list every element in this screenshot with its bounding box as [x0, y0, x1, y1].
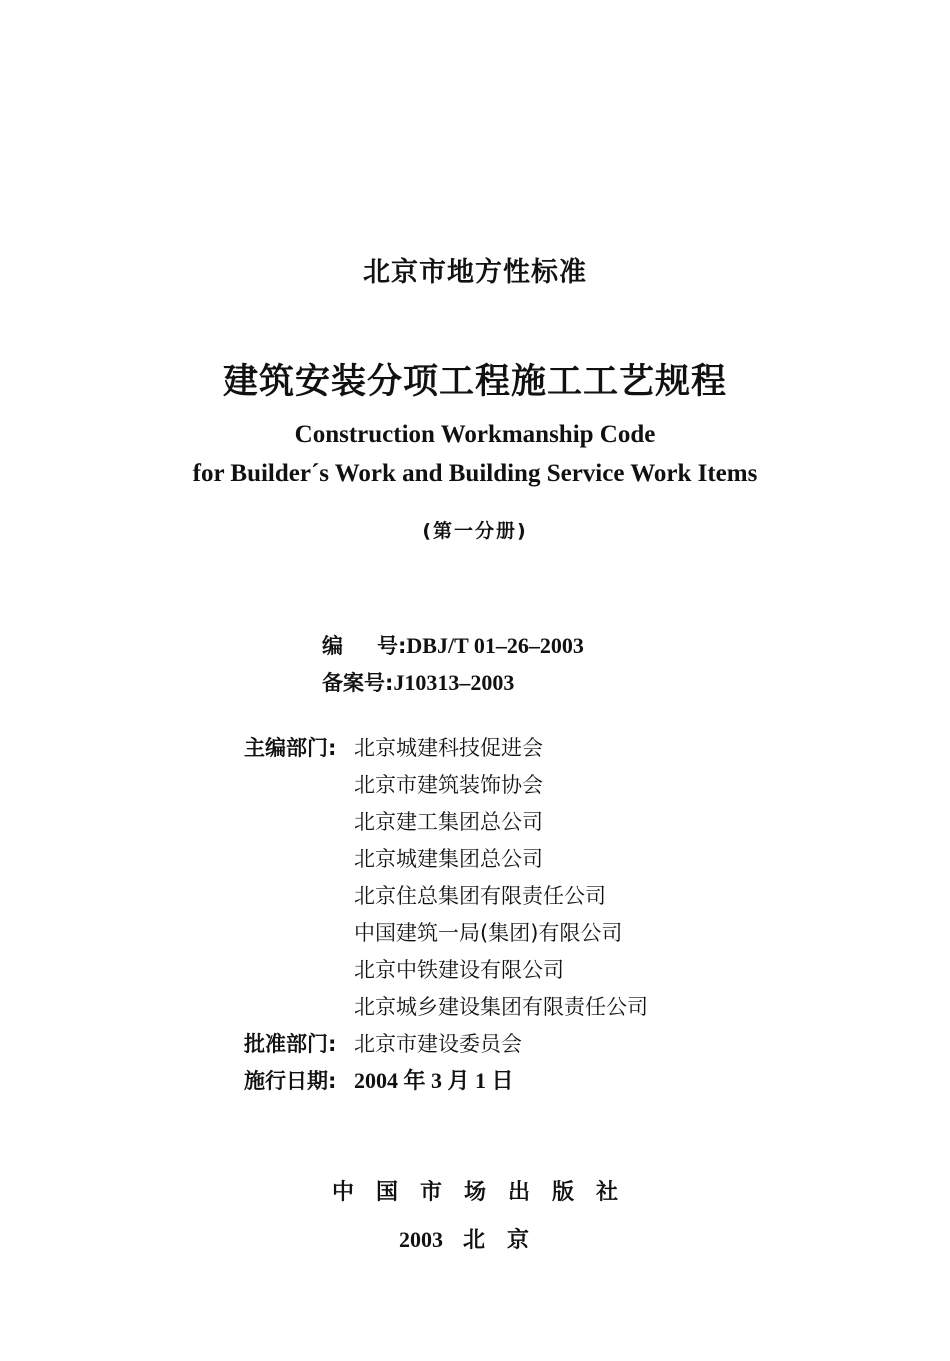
- publisher-name: 中国市场出版社: [331, 1180, 640, 1205]
- editors-label-text: 主编部门: [244, 736, 328, 760]
- editor-row: [244, 956, 648, 993]
- editor-name: 北京城建集团总公司: [354, 847, 543, 871]
- editor-name: 北京城乡建设集团有限责任公司: [354, 995, 648, 1019]
- editor-name: 北京建工集团总公司: [354, 810, 543, 834]
- publication-info: [0, 1223, 950, 1254]
- effective-date-separator: :: [328, 1069, 337, 1093]
- approver-label-text: 批准部门: [244, 1032, 328, 1056]
- editor-row: [244, 882, 648, 919]
- editor-row: [244, 993, 648, 1030]
- effective-date-label: [244, 1067, 354, 1095]
- editor-name: 北京城建科技促进会: [354, 736, 543, 760]
- standard-code-label-a: 编: [322, 634, 343, 658]
- editor-row: [244, 734, 648, 771]
- effective-date-row: [244, 1067, 648, 1104]
- editor-row: [244, 845, 648, 882]
- record-number: [322, 667, 514, 697]
- editors-label: [244, 734, 354, 762]
- editor-row: [244, 808, 648, 845]
- effective-date-value: 2004 年 3 月 1 日: [354, 1068, 514, 1093]
- editor-name: 北京市建筑装饰协会: [354, 773, 543, 797]
- title-english-line-1: Construction Workmanship Code: [294, 421, 656, 448]
- standard-code: [322, 630, 584, 660]
- approver-label: [244, 1030, 354, 1058]
- editor-name: 北京住总集团有限责任公司: [354, 884, 606, 908]
- title-chinese: 建筑安装分项工程施工工艺规程: [222, 362, 727, 402]
- approver-name: 北京市建设委员会: [354, 1032, 522, 1056]
- editor-name: 中国建筑一局(集团)有限公司: [354, 921, 623, 945]
- effective-date-label-text: 施行日期: [244, 1069, 328, 1093]
- title-english-line-2: for Builder´s Work and Building Service Work Items: [192, 460, 758, 487]
- editor-row: [244, 771, 648, 808]
- record-number-value: J10313–2003: [393, 670, 515, 695]
- publication-year: 2003: [398, 1227, 443, 1252]
- standard-code-label: [322, 634, 398, 658]
- editors-separator: :: [328, 736, 337, 760]
- standard-code-value: DBJ/T 01–26–2003: [406, 633, 584, 658]
- standard-code-label-b: 号: [377, 634, 398, 658]
- publication-city: 北京: [462, 1228, 551, 1253]
- record-number-label: 备案号: [322, 671, 385, 695]
- editor-name: 北京中铁建设有限公司: [354, 958, 564, 982]
- organizations-block: [244, 734, 648, 1104]
- standard-code-separator: :: [398, 634, 407, 658]
- record-number-separator: :: [385, 671, 394, 695]
- editor-row: [244, 919, 648, 956]
- standard-series: 北京市地方性标准: [363, 257, 587, 288]
- approver-row: [244, 1030, 648, 1067]
- volume-label: (第一分册): [422, 520, 528, 542]
- approver-separator: :: [328, 1032, 337, 1056]
